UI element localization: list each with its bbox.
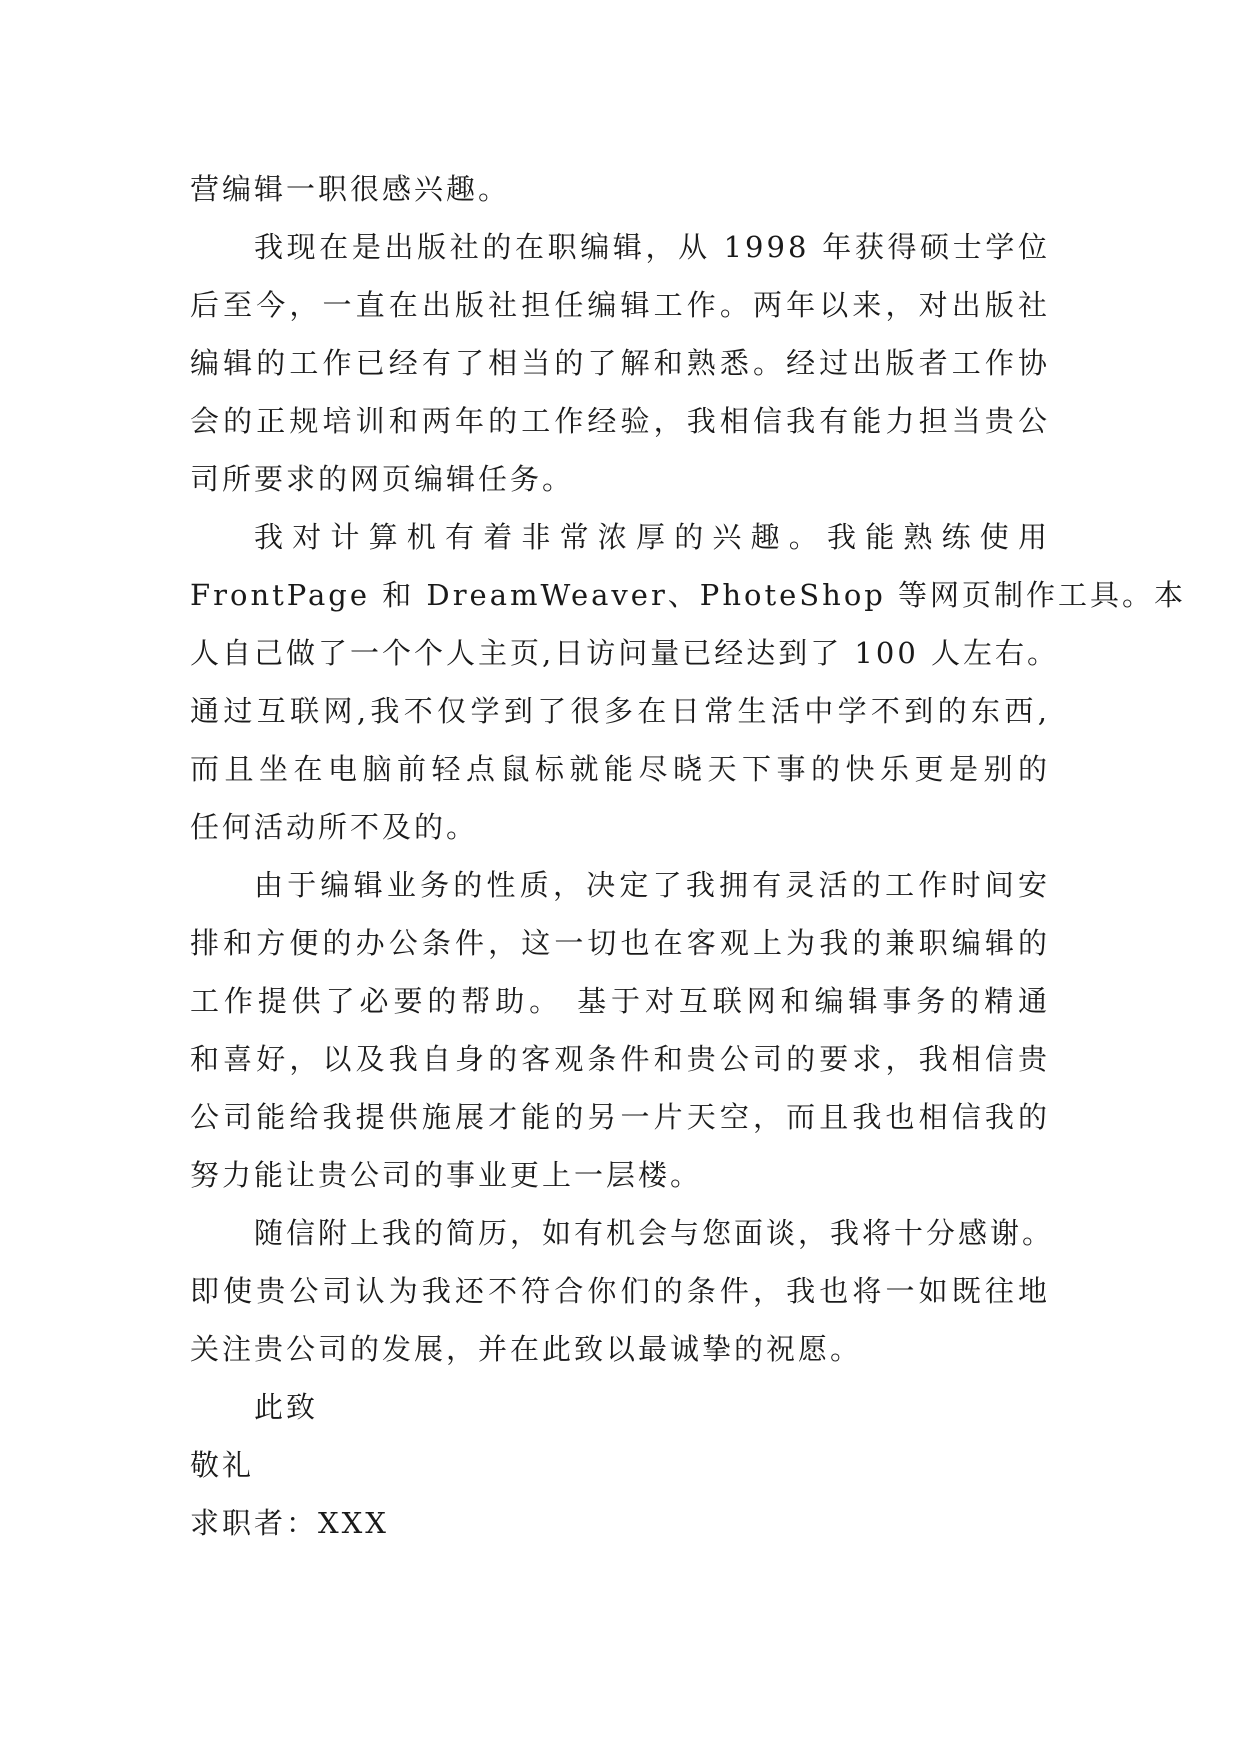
paragraph-line: 我对计算机有着非常浓厚的兴趣。我能熟练使用 [254,520,1050,554]
paragraph-3 [190,508,1187,856]
paragraph-line: 由于编辑业务的性质，决定了我拥有灵活的工作时间安 [254,868,1050,902]
salutation-text: 敬礼 [190,1448,255,1482]
paragraph-line: 人自己做了一个个人主页,日访问量已经达到了 100 人左右。 [190,636,1060,670]
paragraph-line: 营编辑一职很感兴趣。 [190,172,511,206]
paragraph-line: 会的正规培训和两年的工作经验，我相信我有能力担当贵公 [190,404,1050,438]
paragraph-line: 而且坐在电脑前轻点鼠标就能尽晓天下事的快乐更是别的 [190,752,1050,786]
paragraph-line: 工作提供了必要的帮助。 基于对互联网和编辑事务的精通 [190,984,1050,1018]
paragraph-line: 后至今，一直在出版社担任编辑工作。两年以来，对出版社 [190,288,1050,322]
paragraph-line: 努力能让贵公司的事业更上一层楼。 [190,1158,703,1192]
paragraph-1 [190,160,1050,218]
paragraph-line: 任何活动所不及的。 [190,810,479,844]
letter-body [190,160,1187,1552]
paragraph-line: 关注贵公司的发展，并在此致以最诚挚的祝愿。 [190,1332,863,1366]
paragraph-line: 司所要求的网页编辑任务。 [190,462,575,496]
paragraph-line: FrontPage 和 DreamWeaver、PhoteShop 等网页制作工具。本 [190,578,1187,612]
paragraph-2 [190,218,1050,508]
paragraph-5 [190,1204,1055,1378]
paragraph-line: 我现在是出版社的在职编辑，从 1998 年获得硕士学位 [254,230,1050,264]
paragraph-line: 通过互联网,我不仅学到了很多在日常生活中学不到的东西, [190,694,1050,728]
paragraph-line: 即使贵公司认为我还不符合你们的条件，我也将一如既往地 [190,1274,1050,1308]
paragraph-4 [190,856,1050,1204]
paragraph-line: 排和方便的办公条件，这一切也在客观上为我的兼职编辑的 [190,926,1050,960]
closing-text: 此致 [254,1390,319,1424]
paragraph-line: 和喜好，以及我自身的客观条件和贵公司的要求，我相信贵 [190,1042,1050,1076]
paragraph-line: 公司能给我提供施展才能的另一片天空，而且我也相信我的 [190,1100,1050,1134]
paragraph-line: 编辑的工作已经有了相当的了解和熟悉。经过出版者工作协 [190,346,1050,380]
signature-text: 求职者：XXX [190,1506,389,1540]
paragraph-line: 随信附上我的简历，如有机会与您面谈，我将十分感谢。 [254,1216,1055,1250]
